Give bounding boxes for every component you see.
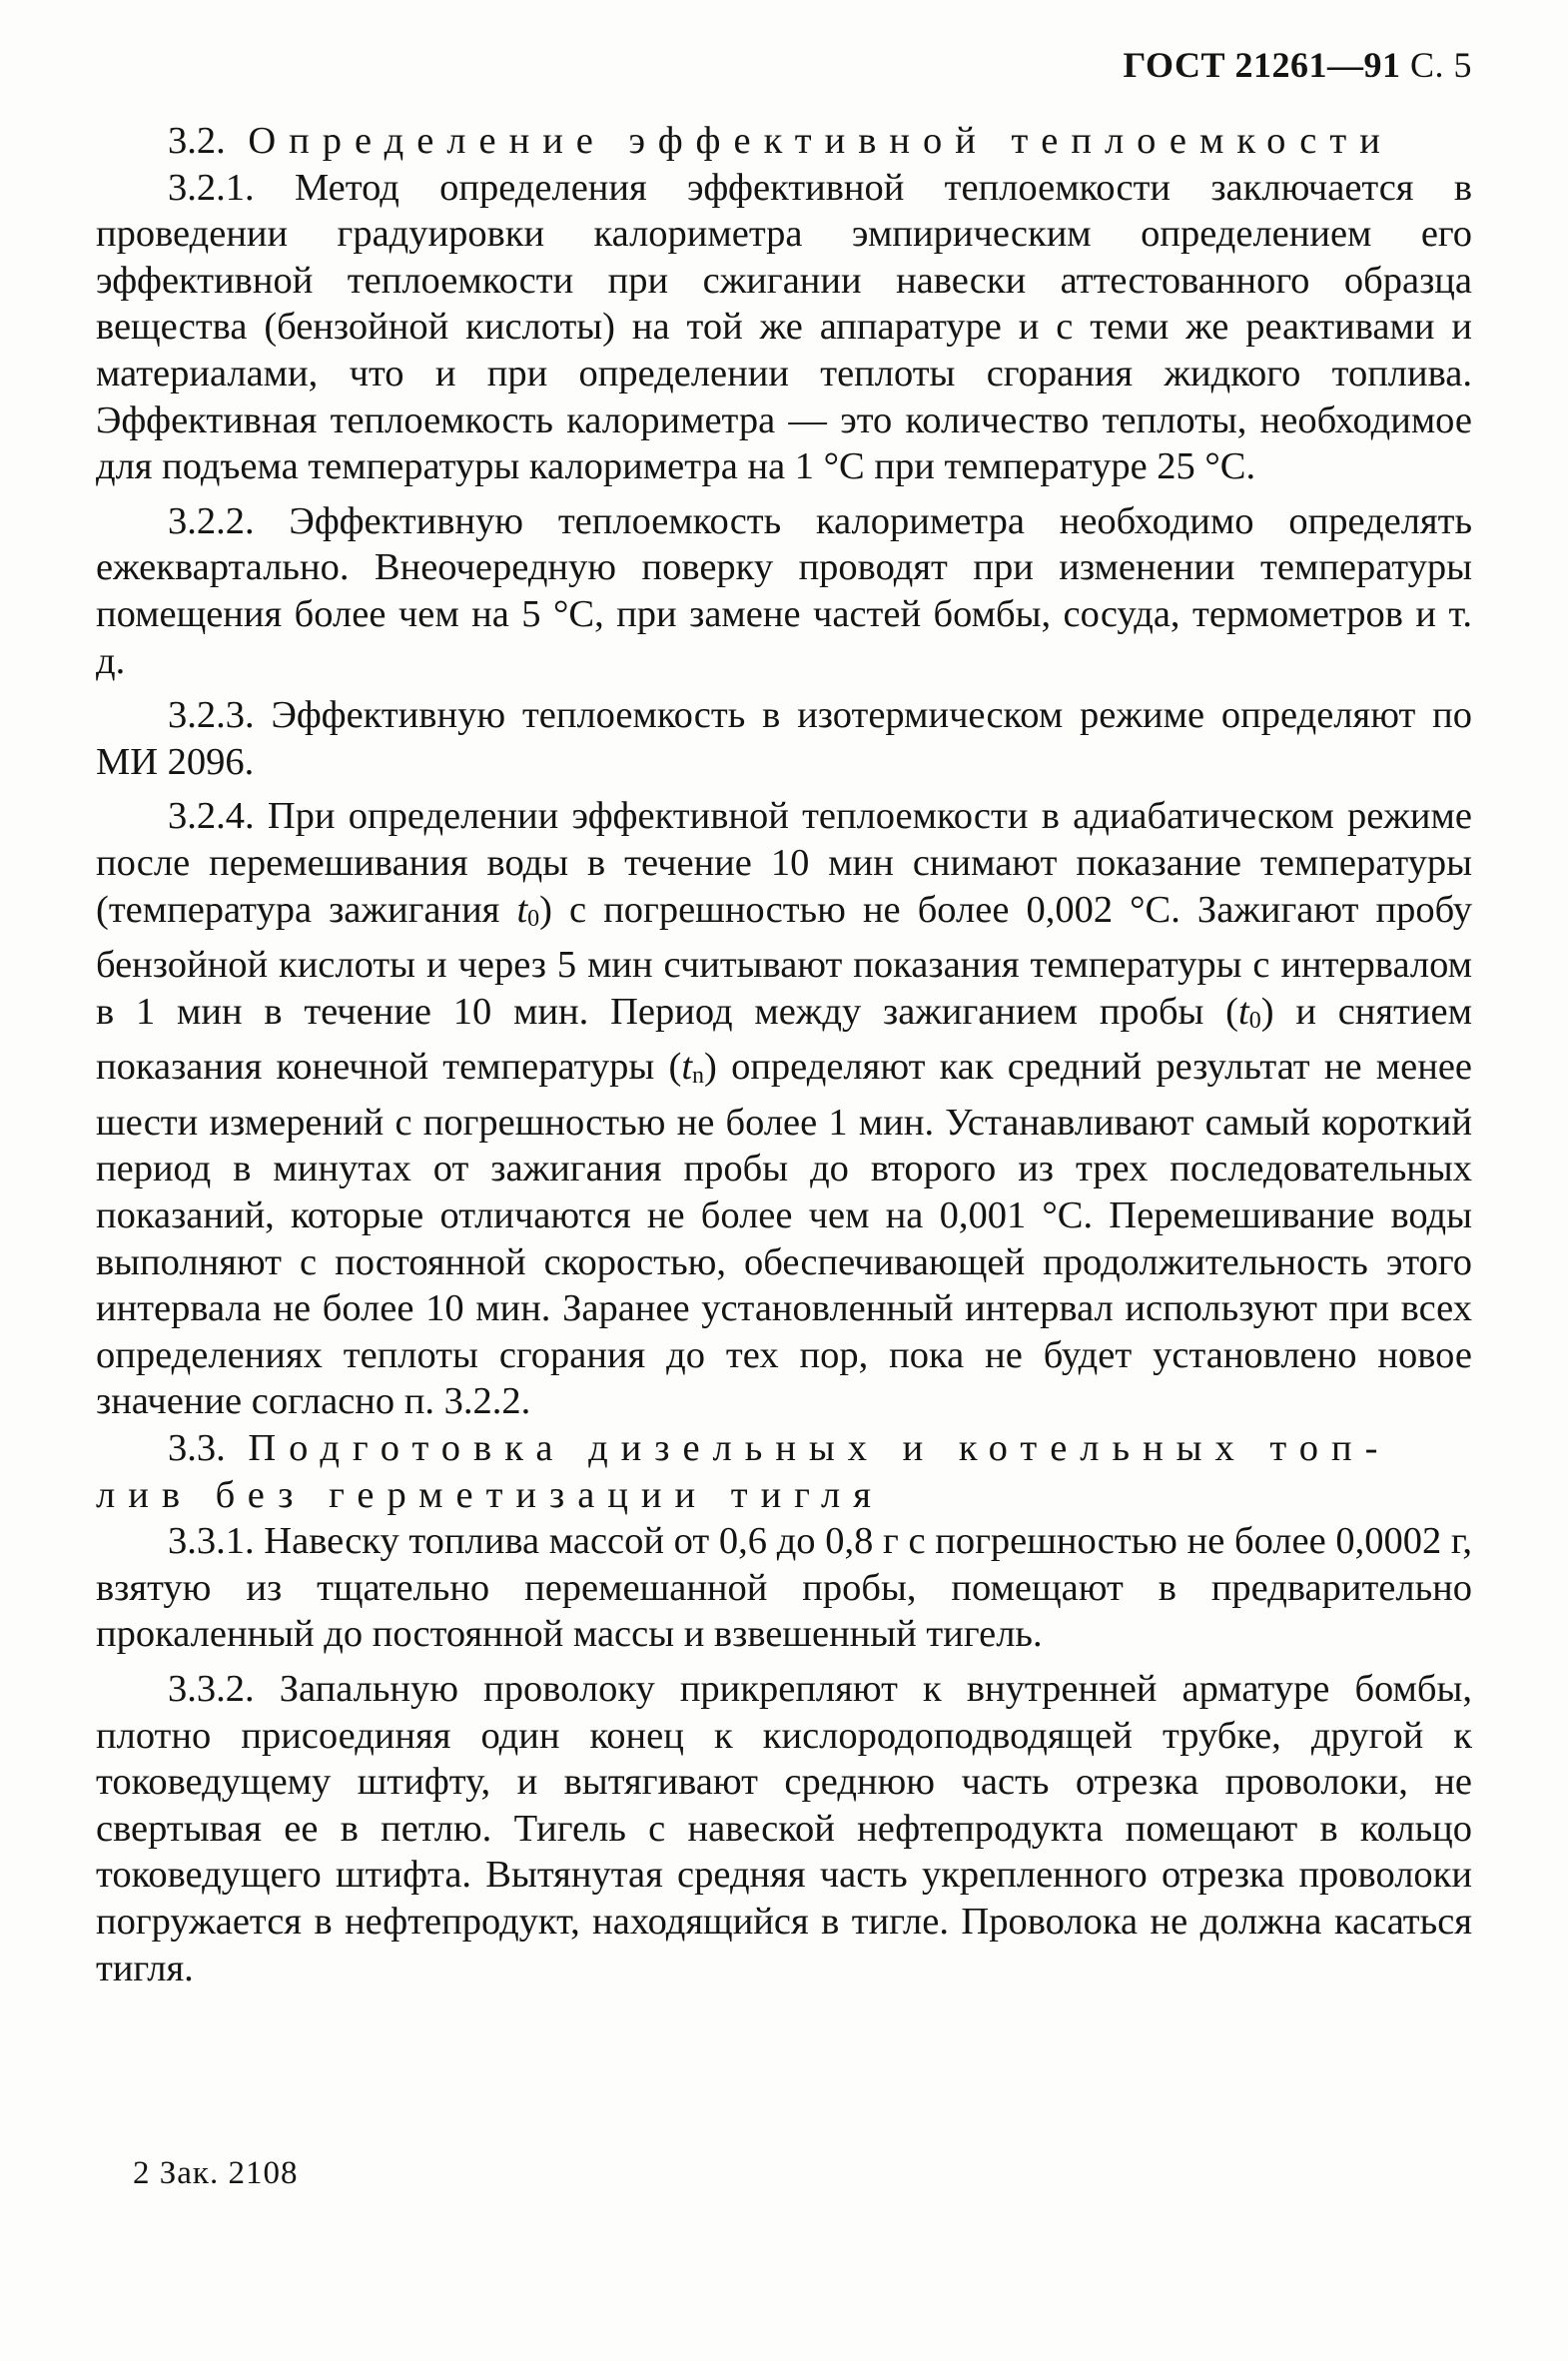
paragraph-3-3-1: 3.3.1. Навеску топлива массой от 0,6 до 0,8 г с погрешностью не более 0,0002 г, взятую из тщательно перемешанной пробы, помещают в предварительно прокаленный до постоянной массы и взвешенный тигель. xyxy=(96,1520,1472,1656)
paragraph-3-2-3: 3.2.3. Эффективную теплоемкость в изотермическом режиме определяют по МИ 2096. xyxy=(96,694,1472,783)
section-heading-3-3 xyxy=(96,1425,1472,1472)
standard-number: ГОСТ 21261—91 xyxy=(1123,45,1401,85)
symbol-tn: tn xyxy=(681,1046,705,1090)
body-text xyxy=(96,118,1472,1991)
section-number: 3.3. xyxy=(168,1427,226,1470)
page-number: С. 5 xyxy=(1409,45,1472,85)
paragraph-3-2-4-part1: 3.2.4. При определении эффективной теплоемкости в адиабатическом режиме после перемешивания воды в течение 10 мин снимают показание температуры (температура зажигания xyxy=(96,795,1472,931)
section-heading-3-2 xyxy=(96,118,1472,165)
page-header xyxy=(1124,44,1472,86)
paragraph-3-2-2: 3.2.2. Эффективную теплоемкость калориметра необходимо определять ежеквартально. Внеочередную поверку проводят при изменении температуры помещения более чем на 5 °С, при замене частей бомбы, сосуда, термометров и т. д. xyxy=(96,499,1472,682)
section-heading-3-3-line2: лив без герметизации тигля xyxy=(96,1473,884,1516)
section-title: Определение эффективной теплоемкости xyxy=(248,120,1393,162)
paragraph-3-3-2: 3.3.2. Запальную проволоку прикрепляют к внутренней арматуре бомбы, плотно присоединяя один конец к кислородоподводящей трубке, другой к токоведущему штифту, и вытягивают среднюю часть отрезка проволоки, не свертывая ее в петлю. Тигель с навеской нефтепродукта помещают в кольцо токоведущего штифта. Вытянутая средняя часть укрепленного отрезка проволоки погружается в нефтепродукт, находящийся в тигле. Проволока не должна касаться тигля. xyxy=(96,1668,1472,1989)
paragraph-3-2-4-part3: ) и снятием показания конечной температуры ( xyxy=(96,990,1472,1089)
paragraph-3-2-4-part4: ) определяют как средний результат не менее шести измерений с погрешностью не более 1 мин. Устанавливают самый короткий период в минутах от зажигания пробы до второго из трех последовательных показаний, которые отличаются не более чем на 0,001 °С. Перемешивание воды выполняют с постоянной скоростью, обеспечивающей продолжительность этого интервала не более 10 мин. Заранее установленный интервал используют при всех определениях теплоты сгорания до тех пор, пока не будет установлено новое значение согласно п. 3.2.2. xyxy=(96,1046,1472,1423)
paragraph-3-2-4-part2: ) с погрешностью не более 0,002 °С. Зажигают пробу бензойной кислоты и через 5 мин считывают показания температуры с интервалом в 1 мин в течение 10 мин. Период между зажиганием пробы ( xyxy=(96,888,1472,1033)
paragraph-3-2-1: 3.2.1. Метод определения эффективной теплоемкости заключается в проведении градуировки калориметра эмпирическим определением его эффективной теплоемкости при сжигании навески аттестованного образца вещества (бензойной кислоты) на той же аппаратуре и с теми же реактивами и материалами, что и при определении теплоты сгорания жидкого топлива. Эффективная теплоемкость калориметра — это количество теплоты, необходимое для подъема температуры калориметра на 1 °С при температуре 25 °С. xyxy=(96,166,1472,488)
print-order-note: 2 Зак. 2108 xyxy=(133,2155,299,2191)
section-title-line1: Подготовка дизельных и котельных топ- xyxy=(248,1427,1391,1470)
symbol-t0-repeat: t0 xyxy=(1238,990,1261,1034)
symbol-t0: t0 xyxy=(516,888,540,932)
section-number: 3.2. xyxy=(168,120,226,162)
paragraph-3-2-4 xyxy=(96,793,1472,1425)
